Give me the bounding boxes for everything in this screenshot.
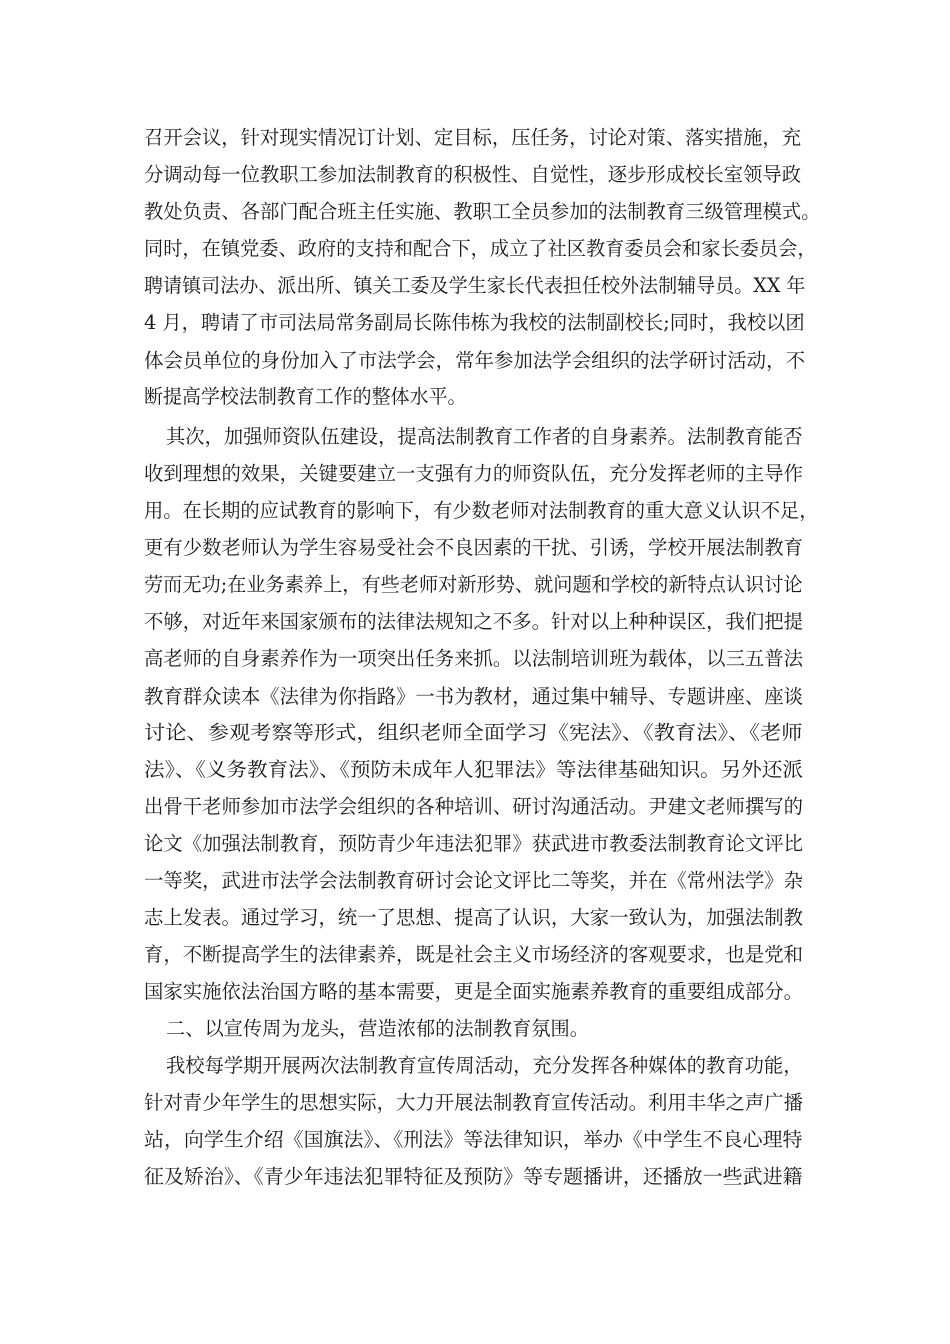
text-line: 育，不断提高学生的法律素养，既是社会主义市场经济的客观要求，也是党和: [144, 943, 804, 966]
text-line: 体会员单位的身份加入了市法学会，常年参加法学会组织的法学研讨活动，不: [144, 349, 806, 372]
text-line: 教育群众读本《法律为你指路》一书为教材，通过集中辅导、专题讲座、座谈: [144, 685, 804, 708]
text-line: 劳而无功;在业务素养上，有些老师对新形势、就问题和学校的新特点认识讨论: [144, 573, 803, 596]
text-line: 国家实施依法治国方略的基本需要，更是全面实施素养教育的重要组成部分。: [144, 980, 804, 1003]
text-line: 聘请镇司法办、派出所、镇关工委及学生家长代表担任校外法制辅导员。XX 年: [144, 274, 806, 297]
text-line: 高老师的自身素养作为一项突出任务来抓。以法制培训班为载体，以三五普法: [144, 647, 804, 670]
text-line: 召开会议，针对现实情况订计划、定目标，压任务，讨论对策、落实措施，充: [144, 126, 802, 149]
text-line: 站，向学生介绍《国旗法》、《刑法》等法律知识，举办《中学生不良心理特: [144, 1128, 803, 1151]
text-line: 针对青少年学生的思想实际，大力开展法制教育宣传活动。利用丰华之声广播: [144, 1091, 804, 1114]
text-line: 用。在长期的应试教育的影响下，有少数老师对法制教育的重大意义认识不足，: [144, 499, 819, 522]
text-line: 教处负责、各部门配合班主任实施、教职工全员参加的法制教育三级管理模式。: [144, 200, 821, 223]
text-line: 断提高学校法制教育工作的整体水平。: [144, 385, 467, 408]
text-line: 收到理想的效果，关键要建立一支强有力的师资队伍，充分发挥老师的主导作: [144, 462, 804, 485]
text-line: 二、以宣传周为龙头，营造浓郁的法制教育氛围。: [166, 1017, 590, 1040]
text-line: 分调动每一位教职工参加法制教育的积极性、自觉性，逐步形成校长室领导政: [144, 163, 802, 186]
text-line: 同时，在镇党委、政府的支持和配合下，成立了社区教育委员会和家长委员会，: [144, 237, 817, 260]
text-line: 更有少数老师认为学生容易受社会不良因素的干扰、引诱，学校开展法制教育: [144, 536, 804, 559]
text-line: 一等奖，武进市法学会法制教育研讨会论文评比二等奖，并在《常州法学》杂: [144, 869, 804, 892]
text-line: 4 月，聘请了市司法局常务副局长陈伟栋为我校的法制副校长;同时，我校以团: [144, 311, 805, 334]
text-line: 法》、《义务教育法》、《预防未成年人犯罪法》等法律基础知识。另外还派: [144, 758, 804, 781]
text-line: 志上发表。通过学习，统一了思想、提高了认识，大家一致认为，加强法制教: [144, 906, 804, 929]
text-line: 讨论、参观考察等形式，组织老师全面学习《宪法》、《教育法》、《老师: [144, 721, 803, 744]
text-line: 论文《加强法制教育，预防青少年违法犯罪》获武进市教委法制教育论文评比: [144, 832, 804, 855]
text-line: 征及矫治》、《青少年违法犯罪特征及预防》等专题播讲，还播放一些武进籍: [144, 1165, 803, 1188]
text-line: 出骨干老师参加市法学会组织的各种培训、研讨沟通活动。尹建文老师撰写的: [144, 795, 804, 818]
text-line: 我校每学期开展两次法制教育宣传周活动，充分发挥各种媒体的教育功能，: [166, 1054, 803, 1077]
text-line: 不够，对近年来国家颁布的法律法规知之不多。针对以上种种误区，我们把提: [144, 610, 804, 633]
text-line: 其次，加强师资队伍建设，提高法制教育工作者的自身素养。法制教育能否: [166, 425, 803, 448]
